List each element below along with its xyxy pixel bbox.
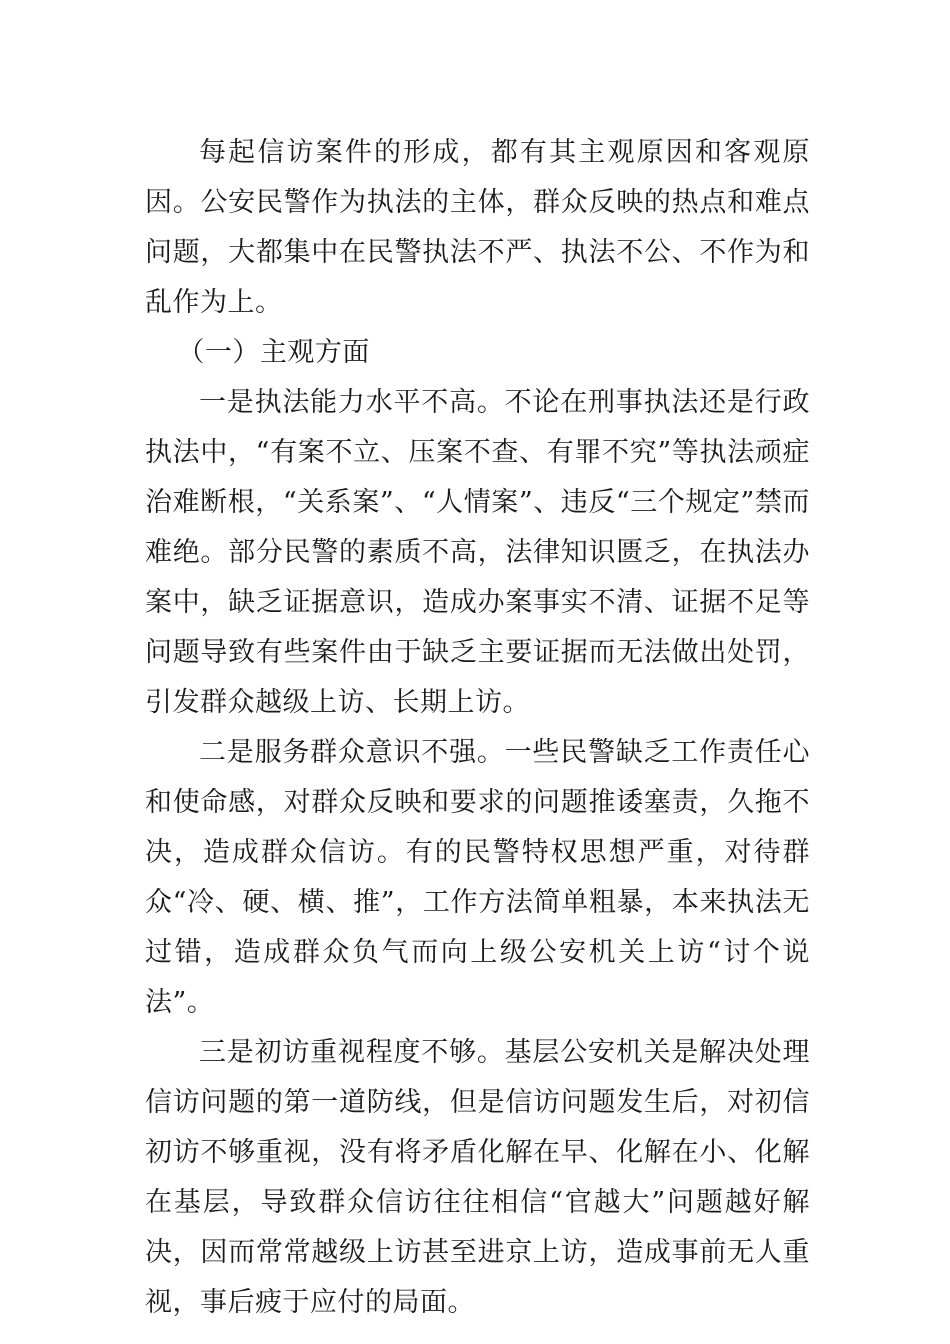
paragraph-point-two: 二是服务群众意识不强。一些民警缺乏工作责任心和使命感，对群众反映和要求的问题推诿塞责，久拖不决，造成群众信访。有的民警特权思想严重，对待群众“冷、硬、横、推”，工作方法简单粗暴，本来执法无过错，造成群众负气而向上级公安机关上访“讨个说法”。: [145, 737, 810, 1018]
paragraph-intro: 每起信访案件的形成，都有其主观原因和客观原因。公安民警作为执法的主体，群众反映的热点和难点问题，大都集中在民警执法不严、执法不公、不作为和乱作为上。: [145, 137, 810, 318]
paragraph-point-three: 三是初访重视程度不够。基层公安机关是解决处理信访问题的第一道防线，但是信访问题发生后，对初信初访不够重视，没有将矛盾化解在早、化解在小、化解在基层，导致群众信访往往相信“官越大”问题越好解决，因而常常越级上访甚至进京上访，造成事前无人重视，事后疲于应付的局面。: [145, 1037, 810, 1318]
document-body: [145, 128, 810, 1328]
section-heading-subjective: （一）主观方面: [177, 337, 370, 368]
paragraph-point-one: 一是执法能力水平不高。不论在刑事执法还是行政执法中，“有案不立、压案不查、有罪不究”等执法顽症治难断根，“关系案”、“人情案”、违反“三个规定”禁而难绝。部分民警的素质不高，法律知识匮乏，在执法办案中，缺乏证据意识，造成办案事实不清、证据不足等问题导致有些案件由于缺乏主要证据而无法做出处罚，引发群众越级上访、长期上访。: [145, 387, 810, 718]
